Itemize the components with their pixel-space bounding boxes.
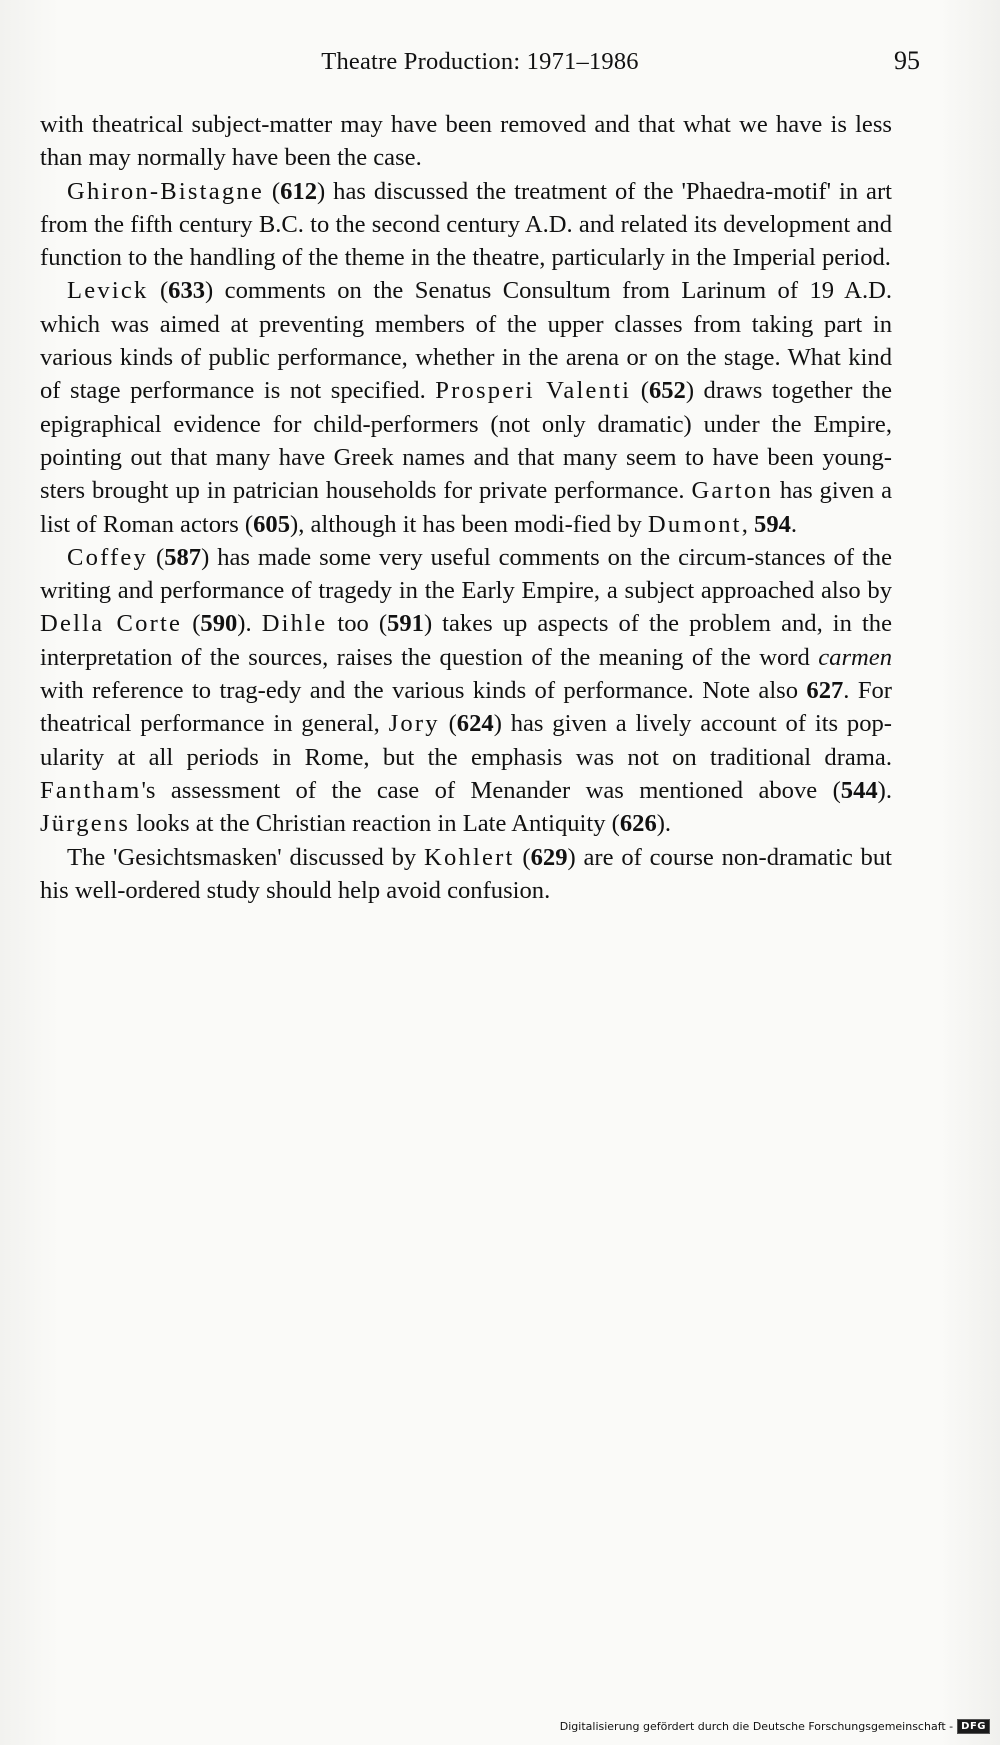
body-text	[40, 108, 892, 907]
ref-number: 629	[530, 843, 568, 871]
italic-term: carmen	[818, 643, 892, 671]
dfg-logo: DFG	[957, 1719, 990, 1734]
ref-number: 605	[253, 510, 290, 538]
author-name: Kohlert	[424, 843, 515, 871]
author-name: Dumont	[647, 510, 742, 538]
page-number: 95	[894, 46, 920, 75]
ref-number: 590	[200, 610, 238, 638]
ref-number: 626	[619, 810, 657, 838]
paragraph-2: Ghiron-Bistagne (612) has discussed the treatment of the 'Phaedra-motif' in art from the fifth century B.C. to the second century A.D. and related its development and function to the handling of the theme in the theatre, particularly in the Imperial period.	[40, 177, 892, 272]
author-name: Jory	[388, 710, 440, 738]
ref-number: 624	[456, 710, 494, 738]
paragraph-5: The 'Gesichtsmasken' discussed by Kohlert (629) are of course non-dramatic but his well-ordered study should help avoid confusion.	[40, 843, 892, 904]
author-name: Jürgens	[40, 810, 131, 838]
author-name: Levick	[67, 277, 149, 305]
author-name: Della Corte	[40, 610, 183, 638]
ref-number: 594	[754, 510, 791, 538]
running-head: Theatre Production: 1971–1986	[321, 48, 639, 75]
ref-number: 633	[168, 277, 206, 305]
ref-number: 544	[840, 776, 878, 804]
author-name: Coffey	[67, 543, 149, 571]
ref-number: 612	[280, 177, 317, 205]
author-name: Ghiron-Bistagne	[67, 177, 264, 205]
digitization-footer	[560, 1715, 990, 1737]
ref-number: 587	[164, 543, 202, 571]
paragraph-4: Coffey (587) has made some very useful comments on the circum-stances of the writing and performance of tragedy in the Early Empire, a subject approached also by Della Corte (590). Dihle too (591) takes up aspects of the problem and, in the interpretation of the sources, raises the question of the meaning of the word carmen with reference to trag-edy and the various kinds of performance. Note also 627. For theatrical performance in general, Jory (624) has given a lively account of its pop-ularity at all periods in Rome, but the emphasis was not on traditional drama. Fantham's assessment of the case of Menander was mentioned above (544). Jürgens looks at the Christian reaction in Late Antiquity (626).	[40, 543, 893, 838]
ref-number: 652	[648, 377, 686, 405]
author-name: Fantham	[40, 776, 142, 804]
paragraph-3: Levick (633) comments on the Senatus Consultum from Larinum of 19 A.D. which was aimed at preventing members of the upper classes from taking part in various kinds of public performance, whether in the arena or on the stage. What kind of stage performance is not specified. Prosperi Valenti (652) draws together the epigraphical evidence for child-performers (not only dramatic) under the Empire, pointing out that many have Greek names and that many seem to have been young-sters brought up in patrician households for private performance. Garton has given a list of Roman actors (605), although it has been modi-fied by Dumont, 594.	[40, 277, 893, 538]
author-name: Prosperi Valenti	[435, 377, 632, 405]
footer-credit: Digitalisierung gefördert durch die Deutsche Forschungsgemeinschaft -	[559, 1719, 954, 1733]
ref-number: 591	[387, 610, 424, 638]
paragraph-1: with theatrical subject-matter may have been removed and that what we have is less than may normally have been the case.	[40, 111, 892, 172]
page-header	[40, 44, 920, 84]
ref-number: 627	[806, 677, 844, 705]
author-name: Dihle	[261, 610, 328, 638]
author-name: Garton	[691, 477, 773, 505]
